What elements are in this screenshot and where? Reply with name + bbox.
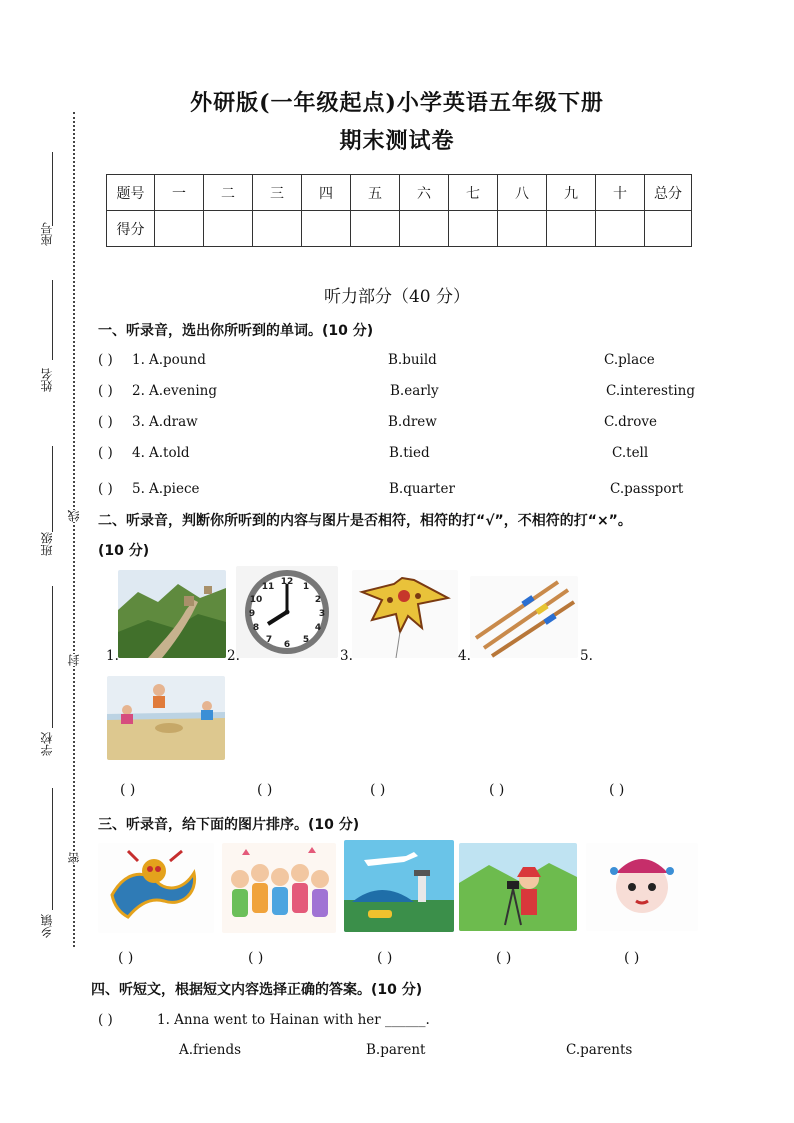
s2-label-2: 2. [227,648,240,664]
score-input-cell[interactable] [204,211,253,247]
s2-label-3: 3. [340,648,353,664]
score-input-cell[interactable] [449,211,498,247]
s1-q3-c: C.drove [604,414,657,430]
school-line [52,586,53,728]
score-cell: 总分 [645,175,692,211]
score-cell: 八 [498,175,547,211]
score-input-cell[interactable] [596,211,645,247]
svg-text:11: 11 [261,582,275,592]
svg-text:9: 9 [248,609,256,619]
s1-q3-paren[interactable]: ( ) [98,414,113,430]
s1-q5-paren[interactable]: ( ) [98,481,113,497]
s2-answer-5[interactable]: ( ) [609,782,625,798]
s4-q1-c: C.parents [566,1042,633,1058]
section-4-title: 四、听短文，根据短文内容选择正确的答案。(10 分) [91,982,423,998]
s3-answer-5[interactable]: ( ) [624,950,640,966]
score-input-cell[interactable] [645,211,692,247]
s1-q5-c: C.passport [610,481,684,497]
page-subtitle: 期末测试卷 [339,128,455,154]
score-cell: 五 [351,175,400,211]
score-input-cell[interactable] [400,211,449,247]
clock-picture [236,566,338,658]
score-table [106,174,692,247]
s1-q1-num: 1. [132,352,145,368]
svg-text:2: 2 [314,595,322,605]
cut-line [73,112,75,947]
s2-label-5: 5. [580,648,593,664]
s2-label-4: 4. [458,648,471,664]
airport-picture [344,840,454,932]
s2-answer-2[interactable]: ( ) [257,782,273,798]
cut-char-mi: 密 [67,852,81,864]
great-wall-picture [118,570,226,658]
s1-q5-num: 5. [132,481,145,497]
s1-q2-a: A.evening [149,383,217,399]
score-input-row [107,211,692,247]
score-cell: 十 [596,175,645,211]
seat-label: 座号 [40,222,54,246]
listening-heading: 听力部分（40 分） [323,287,471,307]
children-picture [222,843,336,933]
score-cell: 九 [547,175,596,211]
s1-q1-b: B.build [388,352,437,368]
s1-q2-paren[interactable]: ( ) [98,383,113,399]
s4-q1-paren[interactable]: ( ) [98,1012,113,1028]
s1-q2-b: B.early [390,383,439,399]
s4-q1-a: A.friends [179,1042,242,1058]
s1-q2-c: C.interesting [606,383,696,399]
svg-text:6: 6 [283,640,291,650]
cut-char-feng: 封 [67,654,81,666]
score-cell: 六 [400,175,449,211]
section-2-points: (10 分) [98,543,150,559]
s2-answer-3[interactable]: ( ) [370,782,386,798]
s1-q4-num: 4. [132,445,145,461]
section-3-title: 三、听录音，给下面的图片排序。(10 分) [98,817,360,833]
score-input-cell[interactable] [155,211,204,247]
section-2-title: 二、听录音，判断你所听到的内容与图片是否相符，相符的打“√”，不相符的打“×”。 [98,513,632,529]
opera-mask-picture [586,843,698,931]
score-cell: 二 [204,175,253,211]
s1-q5-a: A.piece [149,481,200,497]
score-input-cell[interactable] [302,211,351,247]
s1-q3-a: A.draw [149,414,198,430]
s1-q3-num: 3. [132,414,145,430]
svg-text:1: 1 [302,582,310,592]
photographer-picture [459,843,577,931]
s3-answer-2[interactable]: ( ) [248,950,264,966]
s1-q2-num: 2. [132,383,145,399]
s4-q1-text: 1. Anna went to Hainan with her ______. [157,1012,430,1028]
s3-answer-3[interactable]: ( ) [377,950,393,966]
seat-line [52,152,53,226]
svg-text:4: 4 [314,623,322,633]
name-label: 姓名 [40,368,54,392]
s1-q1-a: A.pound [149,352,206,368]
score-cell: 四 [302,175,351,211]
s1-q3-b: B.drew [388,414,437,430]
svg-text:3: 3 [318,609,326,619]
chopsticks-picture [470,576,578,658]
s2-answer-1[interactable]: ( ) [120,782,136,798]
svg-text:12: 12 [280,577,294,587]
s1-q5-b: B.quarter [389,481,455,497]
s3-answer-4[interactable]: ( ) [496,950,512,966]
class-line [52,446,53,532]
score-cell: 七 [449,175,498,211]
score-cell: 三 [253,175,302,211]
svg-text:5: 5 [302,635,310,645]
svg-text:10: 10 [249,595,263,605]
section-1-title: 一、听录音，选出你所听到的单词。(10 分) [98,323,374,339]
page-title: 外研版(一年级起点)小学英语五年级下册 [190,90,604,116]
s3-answer-1[interactable]: ( ) [118,950,134,966]
s1-q1-c: C.place [604,352,655,368]
town-line [52,788,53,910]
s2-label-1: 1. [106,648,119,664]
beach-picture [107,676,225,760]
score-cell: 一 [155,175,204,211]
svg-text:8: 8 [252,623,260,633]
kite-picture [352,570,458,658]
s4-q1-b: B.parent [366,1042,426,1058]
score-input-cell[interactable] [498,211,547,247]
s1-q4-c: C.tell [612,445,649,461]
score-cell: 题号 [107,175,155,211]
town-label: 乡镇 [40,914,54,938]
s1-q4-paren[interactable]: ( ) [98,445,113,461]
class-label: 班级 [40,532,54,556]
score-header-row [107,175,692,211]
score-input-cell[interactable] [547,211,596,247]
svg-text:7: 7 [265,635,273,645]
cut-char-xian: 线 [67,510,81,522]
s1-q4-b: B.tied [389,445,430,461]
score-input-cell[interactable] [351,211,400,247]
score-row-label: 得分 [107,211,155,247]
score-input-cell[interactable] [253,211,302,247]
s2-answer-4[interactable]: ( ) [489,782,505,798]
dragon-picture [98,843,214,933]
school-label: 学校 [40,732,54,756]
s1-q4-a: A.told [149,445,190,461]
s1-q1-paren[interactable]: ( ) [98,352,113,368]
